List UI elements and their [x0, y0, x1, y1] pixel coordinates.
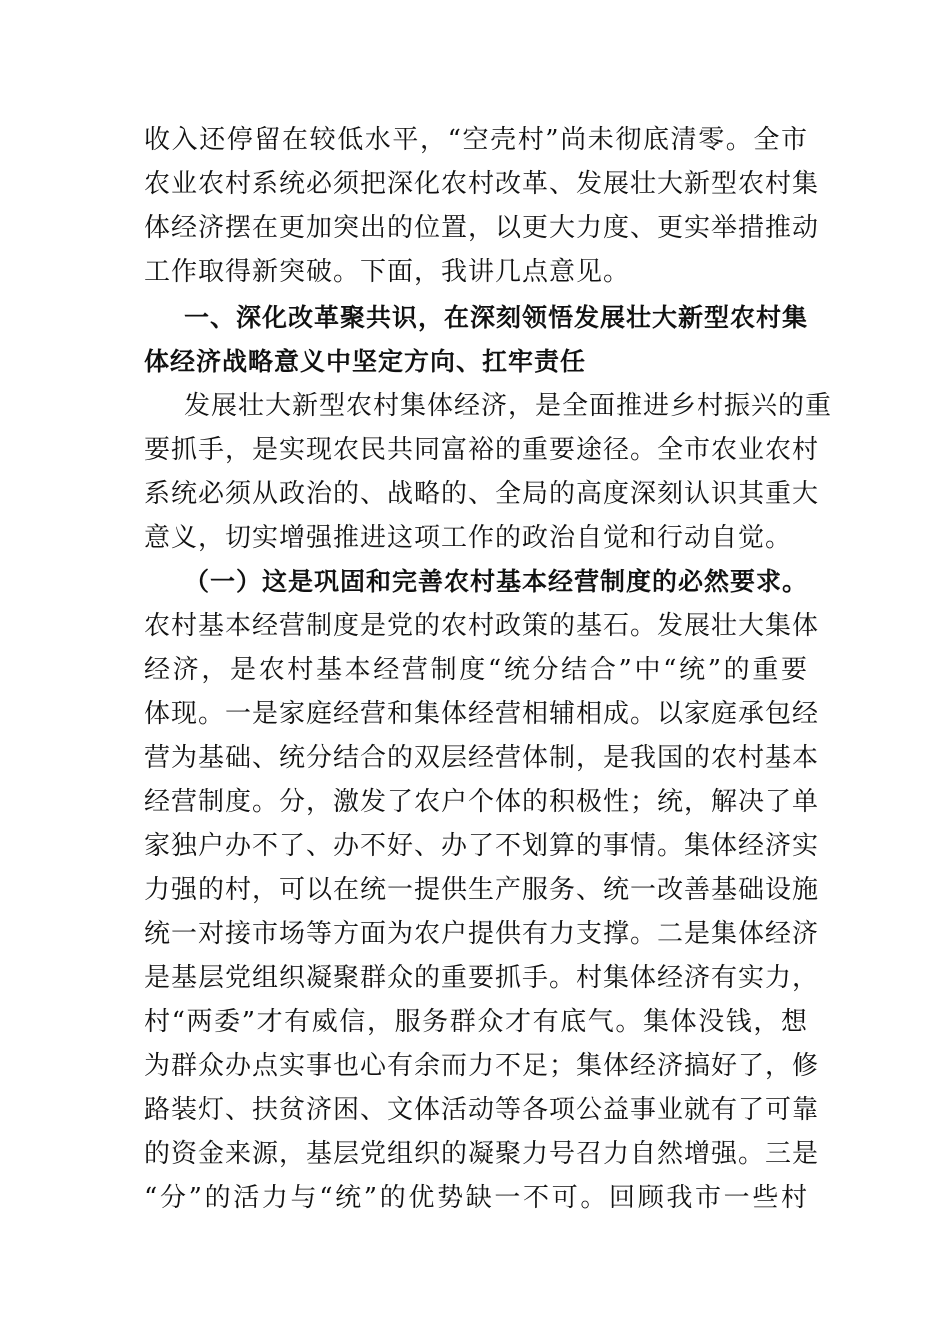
body-text-line: 的资金来源，基层党组织的凝聚力号召力自然增强。三是 [144, 1139, 820, 1169]
body-text-line: “分”的活力与“统”的优势缺一不可。回顾我市一些村 [144, 1183, 808, 1213]
subsection-heading-line: （一）这是巩固和完善农村基本经营制度的必然要求。 [184, 567, 809, 596]
body-text-line: 经营制度。分，激发了农户个体的积极性；统，解决了单 [144, 787, 820, 817]
body-text-line: 统一对接市场等方面为农户提供有力支撑。二是集体经济 [144, 919, 820, 949]
body-text-line: 收入还停留在较低水平，“空壳村”尚未彻底清零。全市 [144, 125, 808, 155]
body-text-line: 路装灯、扶贫济困、文体活动等各项公益事业就有了可靠 [144, 1095, 820, 1125]
body-text-line: 意义，切实增强推进这项工作的政治自觉和行动自觉。 [144, 523, 793, 553]
body-text-line: 工作取得新突破。下面，我讲几点意见。 [144, 257, 631, 287]
body-text-line: 要抓手，是实现农民共同富裕的重要途径。全市农业农村 [144, 435, 820, 465]
body-text-line: 体现。一是家庭经营和集体经营相辅相成。以家庭承包经 [144, 699, 820, 729]
body-text-line: 为群众办点实事也心有余而力不足；集体经济搞好了，修 [144, 1051, 820, 1081]
body-text-line: 是基层党组织凝聚群众的重要抓手。村集体经济有实力， [144, 963, 820, 993]
body-text-line: 经济，是农村基本经营制度“统分结合”中“统”的重要 [144, 655, 808, 685]
body-text-line: 家独户办不了、办不好、办了不划算的事情。集体经济实 [144, 831, 820, 861]
body-text-line: 村“两委”才有威信，服务群众才有底气。集体没钱，想 [144, 1007, 808, 1037]
body-text-line: 系统必须从政治的、战略的、全局的高度深刻认识其重大 [144, 479, 820, 509]
body-text-line: 农业农村系统必须把深化农村改革、发展壮大新型农村集 [144, 169, 820, 199]
section-heading-line: 一、深化改革聚共识，在深刻领悟发展壮大新型农村集 [184, 303, 809, 332]
body-text-line: 农村基本经营制度是党的农村政策的基石。发展壮大集体 [144, 611, 820, 641]
body-text-line: 力强的村，可以在统一提供生产服务、统一改善基础设施 [144, 875, 820, 905]
body-text-line: 营为基础、统分结合的双层经营体制，是我国的农村基本 [144, 743, 820, 773]
body-text-line: 发展壮大新型农村集体经济，是全面推进乡村振兴的重 [184, 391, 833, 421]
section-heading-line: 体经济战略意义中坚定方向、扛牢责任 [144, 347, 587, 376]
body-text-line: 体经济摆在更加突出的位置，以更大力度、更实举措推动 [144, 213, 820, 243]
